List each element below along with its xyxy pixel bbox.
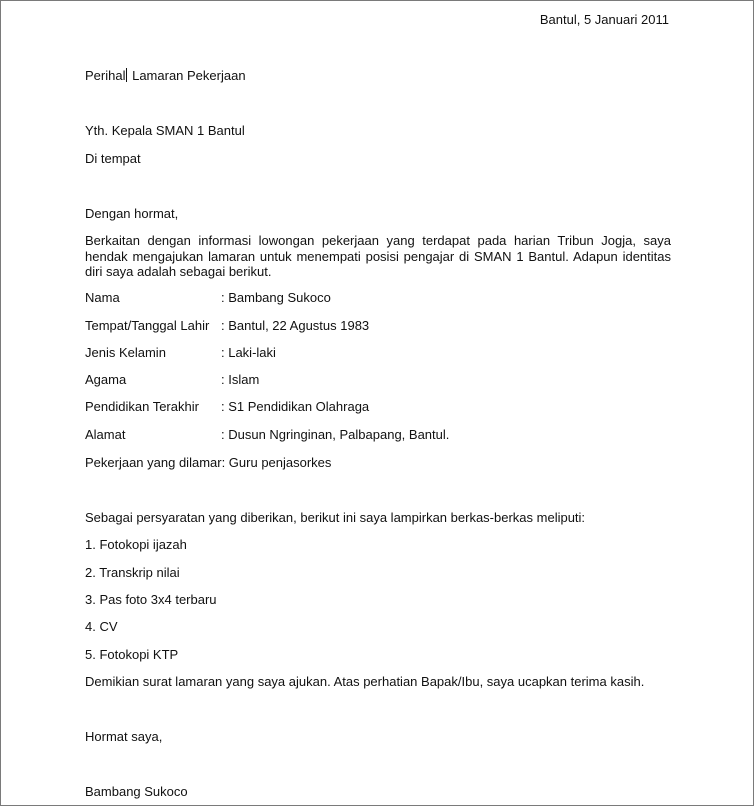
identity-value: : Dusun Ngringinan, Palbapang, Bantul. [221,427,450,442]
subject-value: Lamaran Pekerjaan [132,68,246,83]
subject-line [85,68,246,84]
attachment-item: 5. Fotokopi KTP [85,647,179,662]
attachment-item: 2. Transkrip nilai [85,565,180,580]
signature-name: Bambang Sukoco [85,784,188,799]
identity-label: Nama [85,290,120,305]
identity-value: : Laki-laki [221,345,276,360]
sign-off: Hormat saya, [85,729,163,744]
identity-label: Jenis Kelamin [85,345,166,360]
requirements-intro: Sebagai persyaratan yang diberikan, berikut ini saya lampirkan berkas-berkas meliputi: [85,510,586,525]
attachment-item: 1. Fotokopi ijazah [85,537,187,552]
identity-label: Agama [85,372,127,387]
subject-label: Perihal [85,68,126,83]
recipient-place: Di tempat [85,151,141,166]
attachment-item: 4. CV [85,619,118,634]
identity-value: : Bambang Sukoco [221,290,331,305]
letter-date: Bantul, 5 Januari 2011 [539,12,669,27]
identity-value: : Bantul, 22 Agustus 1983 [221,318,370,333]
intro-paragraph: Berkaitan dengan informasi lowongan pekerjaan yang terdapat pada harian Tribun Jogja, saya hendak mengajukan lamaran untuk menempati posisi pengajar di SMAN 1 Bantul. Adapun identitas diri saya adalah sebagai berikut. [85,233,671,279]
greeting: Dengan hormat, [85,206,179,221]
identity-label: Pendidikan Terakhir [85,399,199,414]
text-cursor [126,68,127,82]
recipient: Yth. Kepala SMAN 1 Bantul [85,123,245,138]
job-applied: Pekerjaan yang dilamar: Guru penjasorkes [85,455,332,470]
identity-label: Alamat [85,427,126,442]
identity-value: : Islam [221,372,260,387]
attachment-item: 3. Pas foto 3x4 terbaru [85,592,217,607]
identity-value: : S1 Pendidikan Olahraga [221,399,370,414]
identity-label: Tempat/Tanggal Lahir [85,318,210,333]
closing-paragraph: Demikian surat lamaran yang saya ajukan. Atas perhatian Bapak/Ibu, saya ucapkan terima kasih. [85,674,645,689]
